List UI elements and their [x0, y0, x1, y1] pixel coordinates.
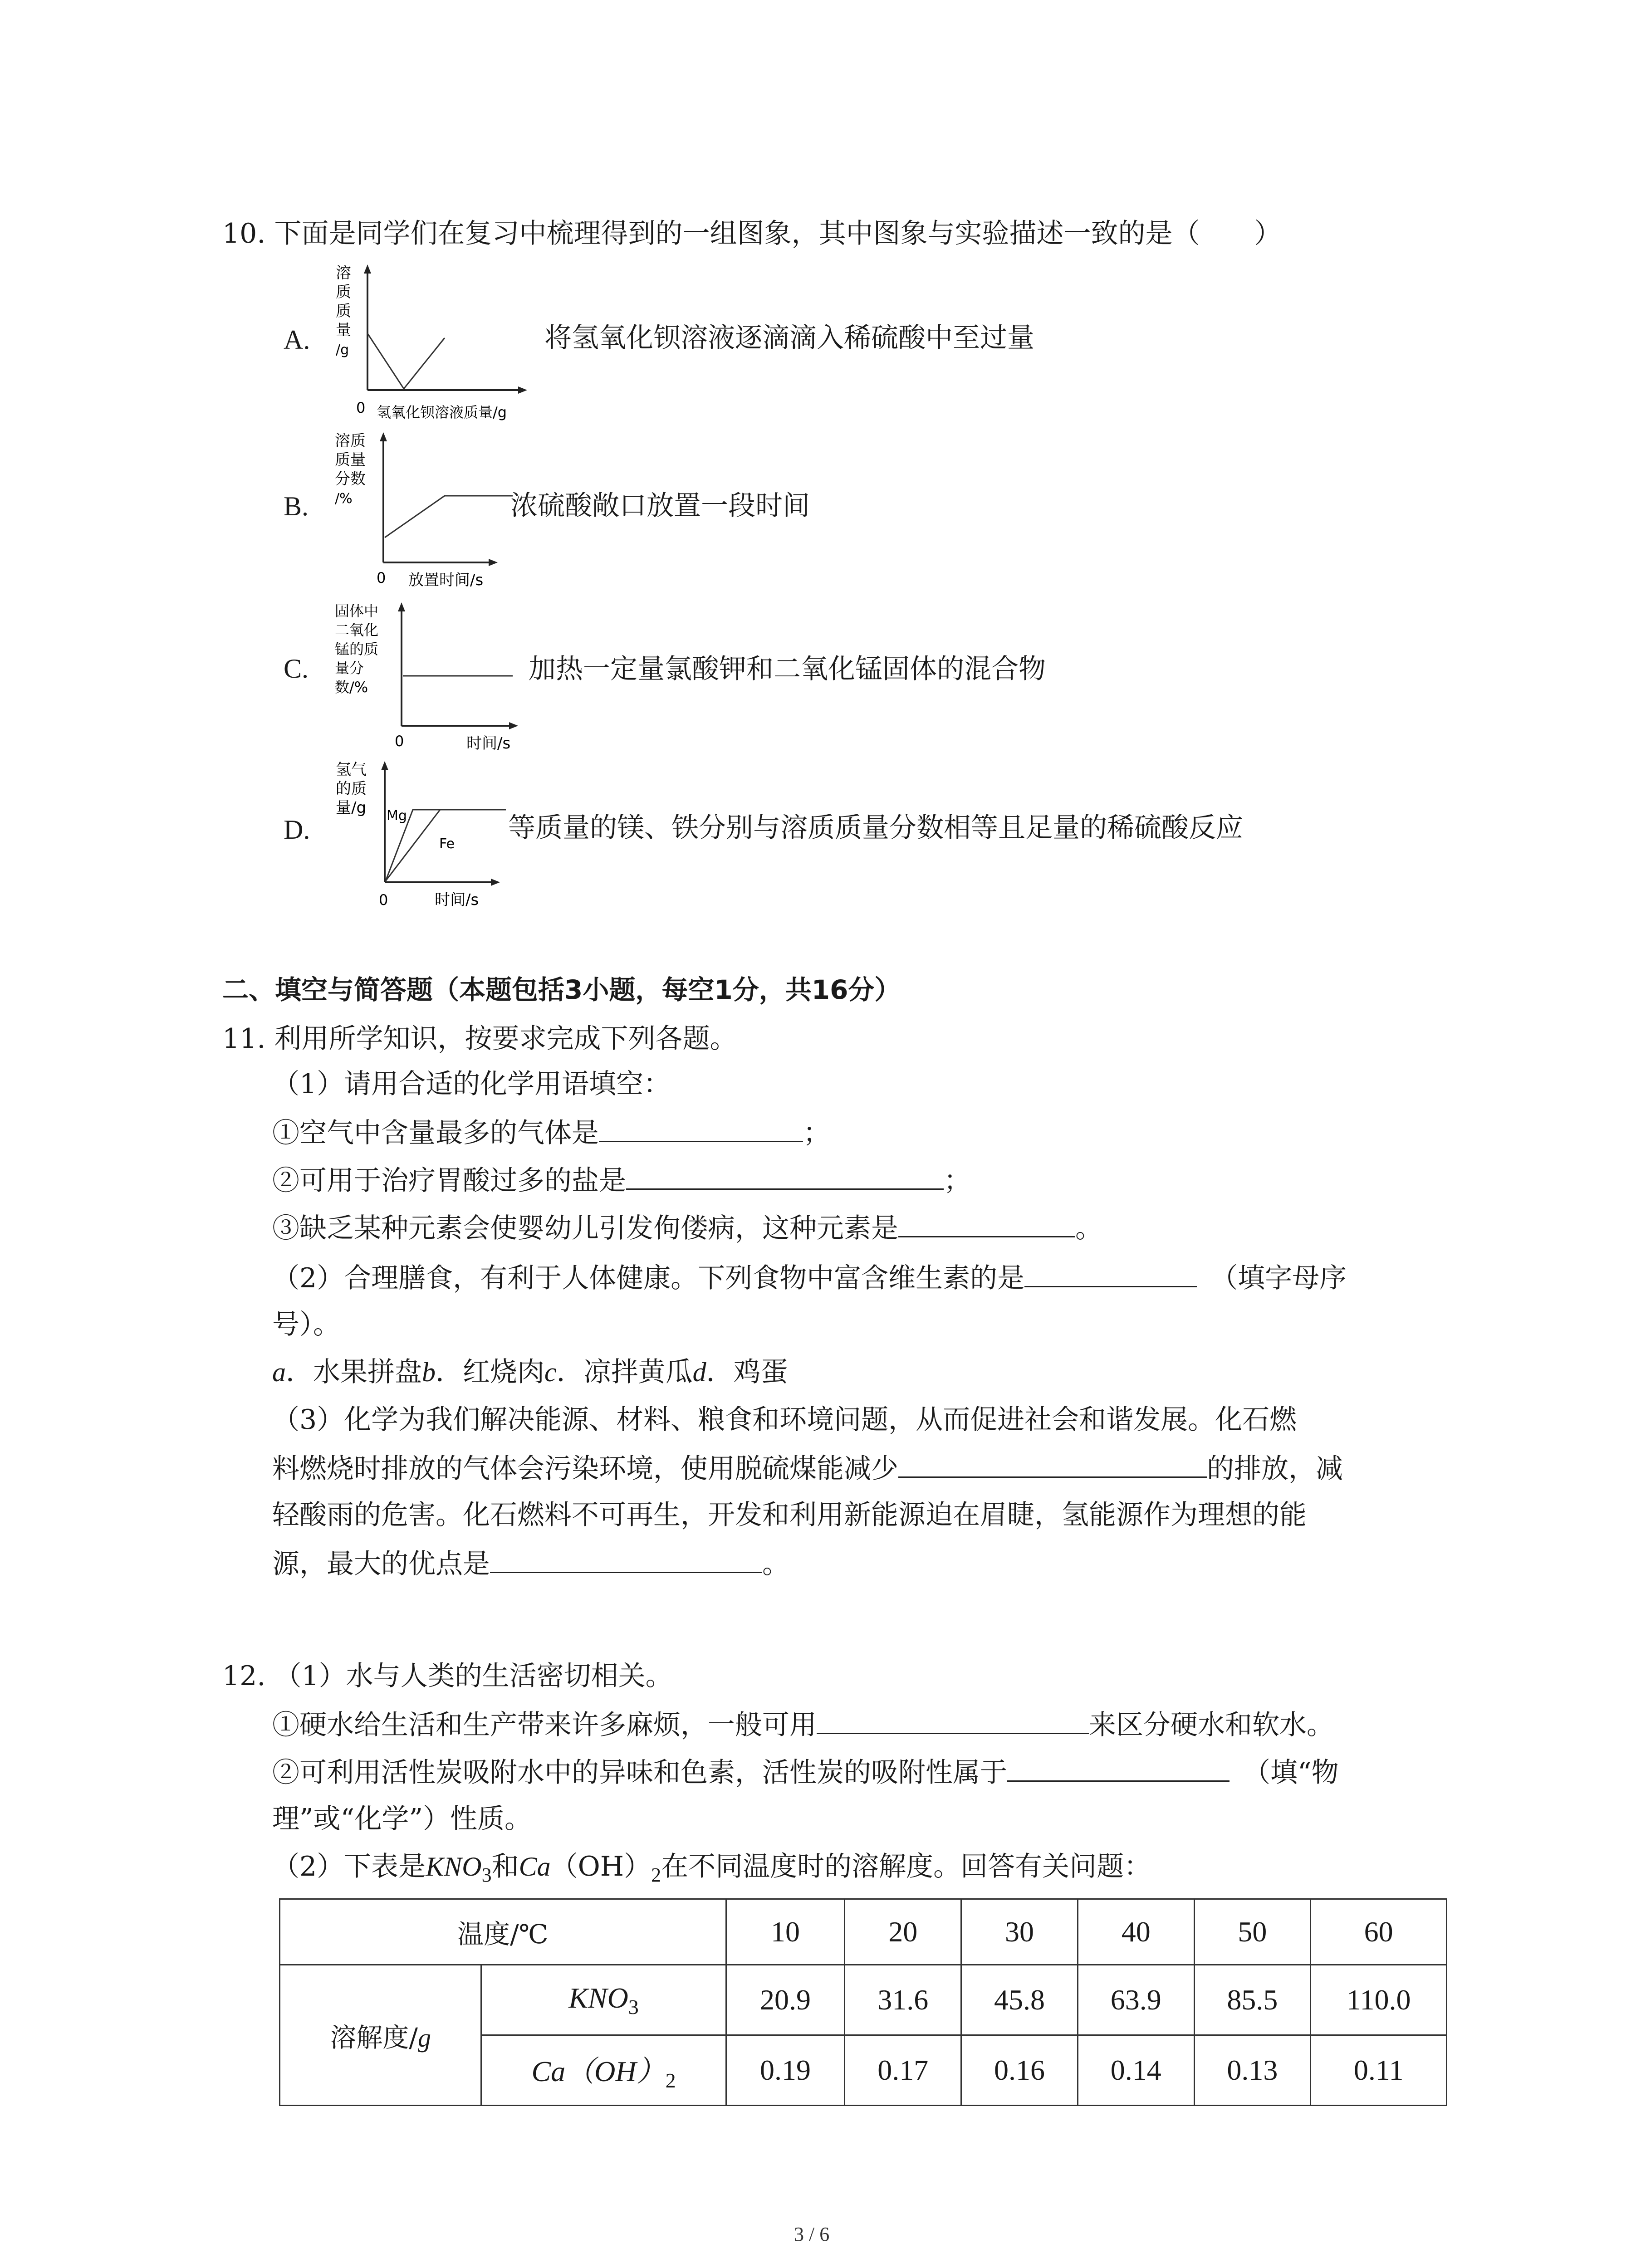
q10-option-a-letter: A. [284, 325, 310, 355]
svg-text:数/%: 数/% [335, 679, 368, 696]
kno3-cell: 85.5 [1194, 1965, 1311, 2035]
q12-blank2[interactable] [1007, 1753, 1230, 1782]
svg-text:0: 0 [379, 891, 388, 909]
svg-text:溶质: 溶质 [335, 432, 366, 450]
svg-text:质: 质 [336, 283, 351, 301]
q11-blank4[interactable] [1024, 1259, 1197, 1287]
caoh2-cell: 0.16 [961, 2035, 1078, 2106]
q10-option-b-letter: B. [284, 491, 309, 521]
svg-text:0: 0 [377, 569, 386, 587]
q11-stem: 11. 利用所学知识，按要求完成下列各题。 [222, 1023, 737, 1055]
temp-cell: 30 [961, 1899, 1078, 1965]
kno3-cell: 45.8 [961, 1965, 1078, 2035]
q12-item1: ①硬水给生活和生产带来许多麻烦，一般可用 来区分硬水和软水。 [272, 1706, 1334, 1743]
q10-graph-d [331, 758, 522, 923]
q10-option-a-desc: 将氢氧化钡溶液逐滴滴入稀硫酸中至过量 [544, 322, 1034, 354]
q11-choices: a．水果拼盘b．红烧肉c．凉拌黄瓜d．鸡蛋 [272, 1356, 788, 1388]
q11-blank5[interactable] [898, 1449, 1207, 1478]
svg-text:Fe: Fe [439, 836, 455, 852]
temp-cell: 60 [1311, 1899, 1447, 1965]
svg-text:时间/s: 时间/s [435, 891, 479, 909]
temp-cell: 50 [1194, 1899, 1311, 1965]
kno3-cell: 20.9 [726, 1965, 845, 2035]
svg-text:0: 0 [356, 399, 366, 416]
q10-option-b-desc: 浓硫酸敞口放置一段时间 [510, 490, 810, 522]
svg-text:质量: 质量 [335, 451, 366, 469]
q11-part2-line2: 号）。 [272, 1309, 340, 1340]
svg-text:量: 量 [336, 321, 351, 339]
q11-blank1[interactable] [599, 1114, 803, 1142]
svg-text:质: 质 [336, 302, 351, 320]
temp-header: 温度/℃ [280, 1899, 726, 1965]
temp-cell: 20 [845, 1899, 961, 1965]
caoh2-cell: 0.17 [845, 2035, 961, 2106]
q12-blank1[interactable] [817, 1706, 1089, 1734]
q10-option-d-letter: D. [284, 815, 310, 845]
caoh2-cell: 0.19 [726, 2035, 845, 2106]
section-heading: 二、填空与简答题（本题包括3小题，每空1分，共16分） [222, 974, 901, 1005]
q12-item2-line2: 理”或“化学”）性质。 [272, 1803, 532, 1835]
svg-text:/%: /% [335, 491, 353, 507]
svg-text:氢气: 氢气 [336, 761, 367, 779]
q11-part3-line1: （3）化学为我们解决能源、材料、粮食和环境问题，从而促进社会和谐发展。化石燃 [272, 1404, 1297, 1436]
q12-item2-line1: ②可利用活性炭吸附水中的异味和色素，活性炭的吸附性属于 （填“物 [272, 1753, 1339, 1791]
page-number: 3 / 6 [794, 2223, 830, 2245]
svg-text:量分: 量分 [335, 660, 364, 677]
table-row-kno3 [280, 1965, 1447, 2035]
svg-text:时间/s: 时间/s [466, 734, 511, 753]
kno3-label: $KNO_3$ [481, 1965, 726, 2035]
caoh2-label: $Ca(OH)_2$ [481, 2035, 726, 2106]
temp-cell: 40 [1078, 1899, 1194, 1965]
q10-option-c-desc: 加热一定量氯酸钾和二氧化锰固体的混合物 [529, 653, 1046, 685]
q11-blank2[interactable] [626, 1161, 944, 1190]
solubility-group-label: 溶解度/g [280, 1965, 481, 2106]
svg-text:固体中: 固体中 [335, 602, 379, 620]
svg-text:量/g: 量/g [336, 799, 367, 817]
svg-text:的质: 的质 [336, 780, 367, 798]
kno3-cell: 63.9 [1078, 1965, 1194, 2035]
q12-stem: 12. （1）水与人类的生活密切相关。 [222, 1660, 673, 1692]
table-header-row [280, 1899, 1447, 1965]
svg-text:氢氧化钡溶液质量/g: 氢氧化钡溶液质量/g [377, 404, 507, 421]
solubility-table [279, 1898, 1447, 2106]
q10-option-c-letter: C. [284, 654, 309, 684]
q10-graph-b [331, 429, 522, 594]
svg-text:锰的质: 锰的质 [335, 640, 379, 658]
kno3-cell: 110.0 [1311, 1965, 1447, 2035]
svg-text:分数: 分数 [335, 470, 366, 488]
q11-blank6[interactable] [490, 1545, 762, 1573]
q11-item2: ②可用于治疗胃酸过多的盐是 ； [272, 1161, 971, 1199]
q10-stem: 10. 下面是同学们在复习中梳理得到的一组图象，其中图象与实验描述一致的是（ ） [222, 218, 1282, 249]
q10-graph-c [331, 599, 531, 764]
svg-text:0: 0 [395, 733, 404, 750]
svg-text:Mg: Mg [387, 808, 407, 824]
temp-cell: 10 [726, 1899, 845, 1965]
svg-text:二氧化: 二氧化 [335, 621, 379, 639]
svg-text:/g: /g [336, 342, 349, 358]
q11-part3-line4: 源，最大的优点是 。 [272, 1545, 789, 1582]
q10-option-d-desc: 等质量的镁、铁分别与溶质质量分数相等且足量的稀硫酸反应 [508, 812, 1243, 844]
q12-part2: （2）下表是$KNO_3$和$Ca(OH)_2$在不同温度时的溶解度。回答有关问题： [272, 1851, 1151, 1886]
q11-blank3[interactable] [898, 1209, 1075, 1237]
q11-part1: （1）请用合适的化学用语填空： [272, 1068, 671, 1100]
svg-text:放置时间/s: 放置时间/s [408, 571, 484, 589]
q11-part2-line1: （2）合理膳食，有利于人体健康。下列食物中富含维生素的是 （填字母序 [272, 1259, 1347, 1296]
svg-text:溶: 溶 [336, 264, 351, 282]
q11-part3-line3: 轻酸雨的危害。化石燃料不可再生，开发和利用新能源迫在眉睫，氢能源作为理想的能 [272, 1499, 1307, 1531]
caoh2-cell: 0.13 [1194, 2035, 1311, 2106]
q11-part3-line2: 料燃烧时排放的气体会污染环境，使用脱硫煤能减少 的排放，减 [272, 1449, 1343, 1487]
caoh2-cell: 0.14 [1078, 2035, 1194, 2106]
q11-item3: ③缺乏某种元素会使婴幼儿引发佝偻病，这种元素是 。 [272, 1209, 1102, 1246]
q10-graph-a [331, 261, 558, 426]
q11-item1: ①空气中含量最多的气体是 ； [272, 1114, 830, 1151]
kno3-cell: 31.6 [845, 1965, 961, 2035]
caoh2-cell: 0.11 [1311, 2035, 1447, 2106]
